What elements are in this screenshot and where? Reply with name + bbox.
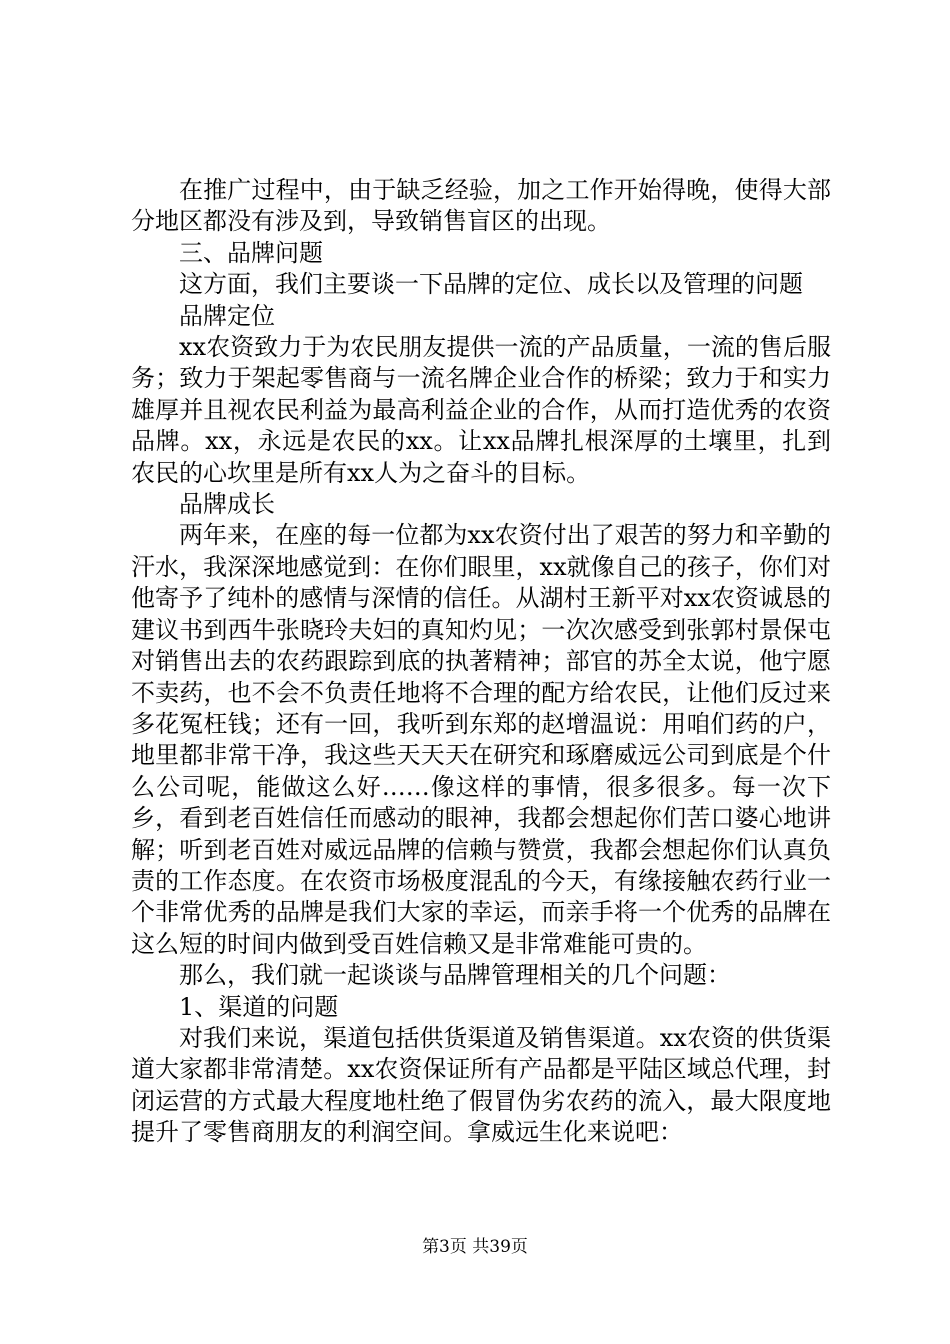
paragraph-brand-management-intro: 那么，我们就一起谈谈与品牌管理相关的几个问题： [179, 961, 731, 990]
paragraph-channels: 对我们来说，渠道包括供货渠道及销售渠道。xx农资的供货渠道大家都非常清楚。xx农资保证所有产品都是平陆区域总代理，封闭运营的方式最大程度地杜绝了假冒伪劣农药的流入，最大限度地提升了零售商朋友的利润空间。拿威远生化来说吧： [131, 1023, 831, 1147]
paragraph-brand-intro: 这方面，我们主要谈一下品牌的定位、成长以及管理的问题 [179, 270, 803, 299]
page-number-footer: 第3页 共39页 [422, 1237, 528, 1257]
paragraph-promotion-blind-spots: 在推广过程中，由于缺乏经验，加之工作开始得晚，使得大部分地区都没有涉及到，导致销售盲区的出现。 [131, 176, 831, 236]
document-body [131, 175, 831, 1149]
subheading-brand-positioning: 品牌定位 [179, 301, 275, 330]
paragraph-brand-growth: 两年来，在座的每一位都为xx农资付出了艰苦的努力和辛勤的汗水，我深深地感觉到：在你们眼里，xx就像自己的孩子，你们对他寄予了纯朴的感情与深情的信任。从湖村王新平对xx农资诚恳的建议书到西牛张晓玲夫妇的真知灼见；一次次感受到张郭村景保屯对销售出去的农药跟踪到底的执著精神；部官的苏全太说，他宁愿不卖药，也不会不负责任地将不合理的配方给农民，让他们反过来多花冤枉钱；还有一回，我听到东郑的赵增温说：用咱们药的户，地里都非常干净，我这些天天天在研究和琢磨威远公司到底是个什么公司呢，能做这么好……像这样的事情，很多很多。每一次下乡，看到老百姓信任而感动的眼神，我都会想起你们苦口婆心地讲解；听到老百姓对威远品牌的信赖与赞赏，我都会想起你们认真负责的工作态度。在农资市场极度混乱的今天，有缘接触农药行业一个非常优秀的品牌是我们大家的幸运，而亲手将一个优秀的品牌在这么短的时间内做到受百姓信赖又是非常难能可贵的。 [131, 521, 831, 958]
section-heading-brand-issues: 三、品牌问题 [179, 238, 323, 267]
subheading-brand-growth: 品牌成长 [179, 490, 275, 519]
paragraph-brand-positioning: xx农资致力于为农民朋友提供一流的产品质量，一流的售后服务；致力于架起零售商与一流名牌企业合作的桥梁；致力于和实力雄厚并且视农民利益为最高利益企业的合作，从而打造优秀的农资品牌。xx，永远是农民的xx。让xx品牌扎根深厚的土壤里，扎到农民的心坎里是所有xx人为之奋斗的目标。 [131, 333, 831, 487]
subheading-channel-issues: 1、渠道的问题 [179, 992, 339, 1021]
